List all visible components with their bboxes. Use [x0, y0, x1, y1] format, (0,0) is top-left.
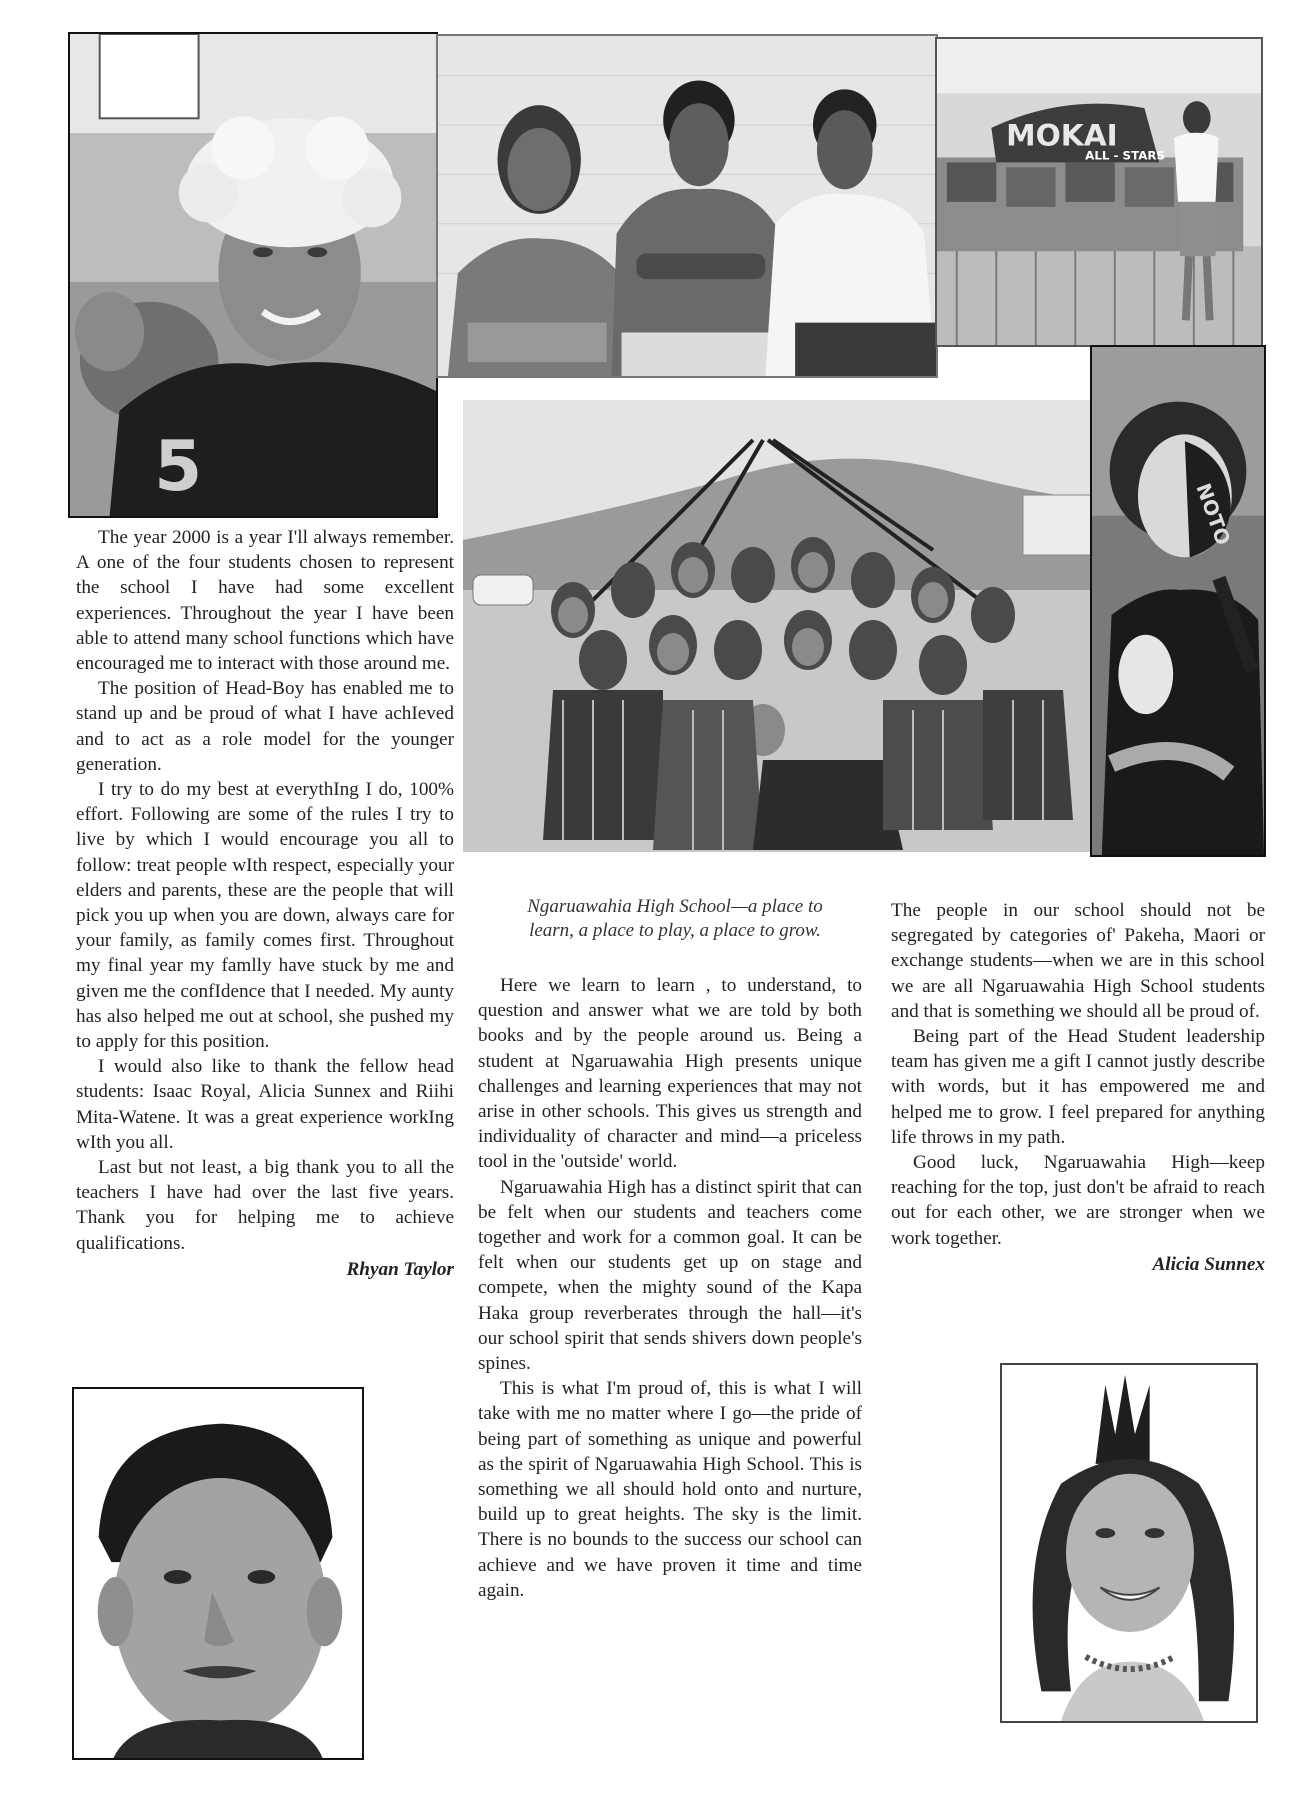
photo-poster-display-image [937, 39, 1261, 345]
photo-rhyan-taylor-portrait-image [74, 1389, 362, 1758]
photo-poster-display [935, 37, 1263, 347]
photo-kapa-haka-group [463, 400, 1093, 852]
signature-alicia-sunnex: Alicia Sunnex [1152, 1253, 1265, 1275]
col1-paragraph: I try to do my best at everythIng I do, 100% effort. Following are some of the rules I try to live by which I would encourage you all to follow: treat people wIth respect, especially your elders and parents, these are the people that will pick you up when you are down, always care for your family, as family comes first. Throughout my final year my famlly have stuck by me and given me the confIdence that I needed. My aunty has also helped me out at school, she pushed my to apply for this position. [76, 779, 454, 1053]
photo-student-in-wig-image [70, 34, 436, 516]
col1-paragraph: The position of Head-Boy has enabled me to stand up and be proud of what I have achIeved and to act as a role model for the younger generation. [76, 678, 454, 775]
col1-paragraph: The year 2000 is a year I'll always remember. A one of the four students chosen to represent the school I have had some excellent experiences. Throughout the year I have been able to attend many school functions which have encouraged me to interact with those around me. [76, 527, 454, 675]
col1-paragraph: Last but not least, a big thank you to all the teachers I have had over the last five years. Thank you for helping me to achieve qualifications. [76, 1157, 454, 1254]
caption-line-1: Ngaruawahia High School—a place to [527, 896, 823, 917]
col2-paragraph: Ngaruawahia High has a distinct spirit that can be felt when our students and teachers come together and work for a common goal. It can be felt when our students get up on stage and compete, when the mighty sound of the Kapa Haka group reverberates through the hall—it's our school spirit that sends shivers down people's spines. [478, 1176, 862, 1375]
photo-caption [476, 895, 874, 943]
svg-text:5: 5 [154, 427, 203, 508]
caption-line-2: learn, a place to play, a place to grow. [529, 920, 821, 941]
col1-paragraph: I would also like to thank the fellow head students: Isaac Royal, Alicia Sunnex and Riihi Mita-Watene. It was a great experience workIng wIth you all. [76, 1056, 454, 1153]
article-column-alicia [891, 898, 1265, 1277]
col3-paragraph: Good luck, Ngaruawahia High—keep reaching for the top, just don't be afraid to reach out for each other, we are stronger when we work together. [891, 1152, 1265, 1249]
photo-alicia-sunnex-portrait [1000, 1363, 1258, 1723]
photo-kapa-haka-group-image [463, 400, 1093, 852]
svg-text:ALL - STARS: ALL - STARS [1085, 148, 1166, 163]
article-column-school-spirit [478, 973, 862, 1603]
photo-student-in-wig [68, 32, 438, 518]
col2-paragraph: Here we learn to learn , to understand, to question and answer what we are told by both books and by the people around us. Being a student at Ngaruawahia High presents unique challenges and learning experiences that may not arise in other schools. This gives us strength and individuality of character and mind—a priceless tool in the 'outside' world. [478, 975, 862, 1173]
photo-face-paint-student [1090, 345, 1266, 857]
article-column-rhyan [76, 525, 454, 1282]
signature-rhyan-taylor: Rhyan Taylor [346, 1258, 454, 1280]
col2-paragraph: This is what I'm proud of, this is what I will take with me no matter where I go—the pride of being part of something as unique and powerful as the spirit of Ngaruawahia High School. This is something we all should hold onto and nurture, build up to great heights. The sky is the limit. There is no bounds to the success our school can achieve and we have proven it time and time again. [478, 1378, 862, 1601]
photo-alicia-sunnex-portrait-image [1002, 1365, 1256, 1721]
photo-face-paint-student-image [1092, 347, 1264, 855]
photo-three-boys-image [438, 36, 936, 376]
col3-paragraph: Being part of the Head Student leadership team has given me a gift I cannot justly describe with words, but it has empowered me and helped me to grow. I feel prepared for anything life throws in my path. [891, 1026, 1265, 1148]
col3-paragraph: The people in our school should not be segregated by categories of' Pakeha, Maori or exchange students—when we are in this school we are all Ngaruawahia High School students and that is something we should all be proud of. [891, 900, 1265, 1022]
photo-three-boys [436, 34, 938, 378]
photo-rhyan-taylor-portrait [72, 1387, 364, 1760]
svg-text:NOTO: NOTO [1191, 480, 1235, 549]
svg-text:MOKAI: MOKAI [1006, 118, 1118, 153]
